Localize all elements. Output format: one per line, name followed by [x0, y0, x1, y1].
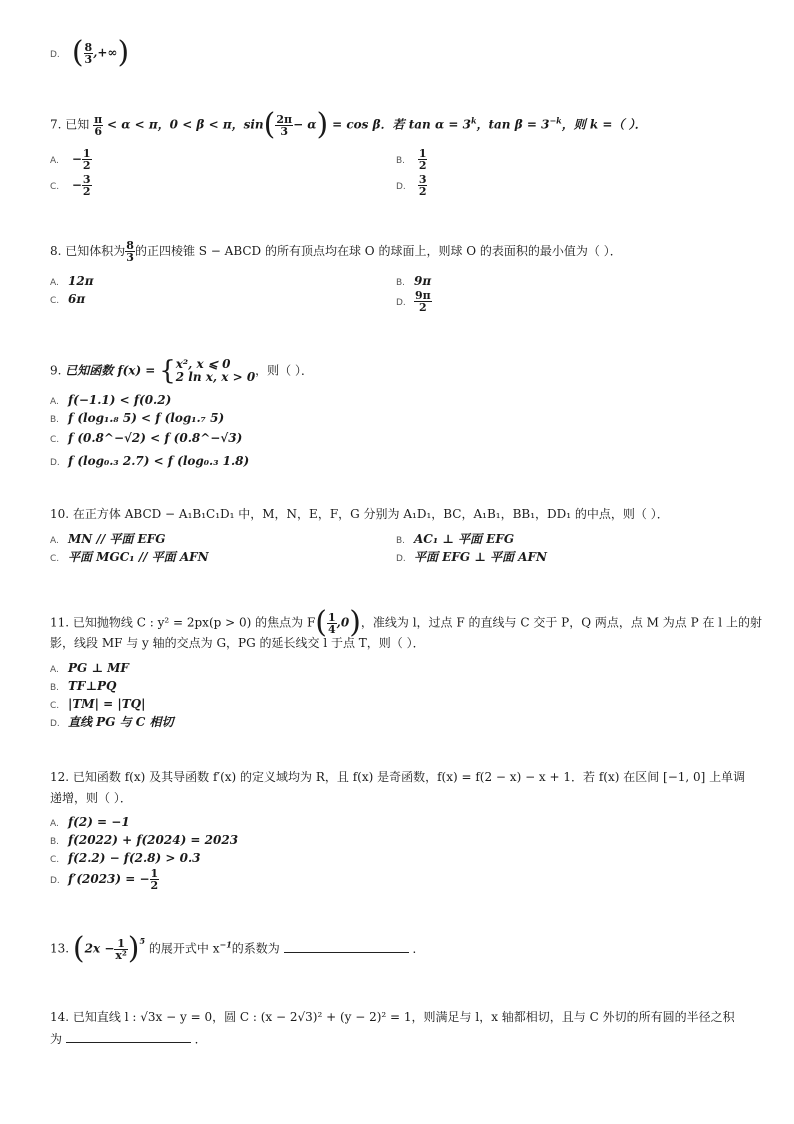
option-label: D. [50, 49, 60, 60]
fraction: $\frac{8}{3}$ [126, 239, 134, 264]
q10-option-c[interactable]: C. 平面 MGC₁ // 平面 AFN [50, 550, 209, 564]
q7-option-c[interactable]: C. − $\frac{3}{2}$ [50, 173, 91, 198]
question-number: 13. [50, 941, 70, 956]
q12-option-c[interactable]: C. f(2.2) − f(2.8) > 0.3 [50, 851, 201, 865]
question-10-stem: 10. 在正方体 ABCD − A₁B₁C₁D₁ 中，M，N，E，F，G 分别为 A₁D₁，BC，A₁B₁，BB₁，DD₁ 的中点，则（ ）． [50, 507, 669, 521]
q12-option-d[interactable]: D. f′(2023) = − $\frac{1}{2}$ [50, 867, 159, 892]
question-12-stem: 12. 已知函数 f(x) 及其导函数 f′(x) 的定义域均为 R，且 f(x) 是奇函数，f(x) = f(2 − x) − x + 1．若 f(x) 在区间 [−1, 0] 上单调 [50, 770, 746, 784]
question-number: 8. [50, 244, 62, 258]
fraction: $\frac{\pi}{6}$ [94, 112, 103, 138]
question-number: 14. [50, 1010, 70, 1024]
answer-blank[interactable] [284, 940, 409, 953]
q10-option-a[interactable]: A. MN // 平面 EFG [50, 532, 166, 546]
q12-option-b[interactable]: B. f(2022) + f(2024) = 2023 [50, 833, 239, 847]
q9-option-c[interactable]: C. f (0.8^−√2) < f (0.8^−√3) [50, 431, 243, 445]
question-12-stem-cont: 递增，则（ ）． [50, 791, 132, 805]
fraction: $\frac{1}{2}$ [82, 147, 91, 172]
q9-option-d[interactable]: D. f (log₀.₃ 2.7) < f (log₀.₃ 1.8) [50, 454, 250, 468]
q11-option-c[interactable]: C. |TM| = |TQ| [50, 697, 146, 711]
question-7-stem: 7. 已知 $\frac{\pi}{6}$ < α < π，0 < β < π，sin( $\frac{2\pi}{3}$ − α) = cos β．若 $\tan \alpha = 3^k$，$\tan \beta = 3^{-k}$，则 k =（ ）． [50, 107, 647, 142]
q7-option-a[interactable]: A. − $\frac{1}{2}$ [50, 147, 91, 172]
q8-option-b[interactable]: B. 9π [396, 274, 432, 288]
question-number: 12. [50, 770, 70, 784]
fraction: $\frac{1}{2}$ [150, 867, 159, 892]
question-14-stem: 14. 已知直线 l : √3x − y = 0，圆 C : (x − 2√3)² + (y − 2)² = 1，则满足与 l，x 轴都相切，且与 C 外切的所有圆的半径之积 [50, 1010, 735, 1024]
question-11-stem-cont: 影，线段 MF 与 y 轴的交点为 G，PG 的延长线交 l 于点 T，则（ ）． [50, 636, 425, 650]
question-13-stem: 13. (2x − $\frac{1}{\text{x²}}$ )$^5$ 的展开式中 $x^{-1}$的系数为 ． [50, 931, 425, 966]
q7-option-d[interactable]: D. $\frac{3}{2}$ [396, 173, 427, 198]
q9-option-a[interactable]: A. f(−1.1) < f(0.2) [50, 393, 172, 407]
question-number: 11. [50, 615, 70, 630]
question-number: 10. [50, 507, 70, 521]
fraction: $\frac{3}{2}$ [418, 173, 427, 198]
q11-option-a[interactable]: A. PG ⊥ MF [50, 661, 129, 675]
fraction: $\frac{9\pi}{2}$ [415, 289, 431, 314]
q8-option-d[interactable]: D. $\frac{9\pi}{2}$ [396, 289, 431, 314]
fraction: $\frac{8}{3}$ [84, 40, 93, 66]
question-number: 7. [50, 117, 62, 132]
question-11-stem: 11. 已知抛物线 C : y² = 2px(p > 0) 的焦点为 F( $\frac{1}{4}$ ,0)，准线为 l，过点 F 的直线与 C 交于 P，Q 两点，点 M 为点 P 在 l 上的射 [50, 605, 762, 640]
q10-option-d[interactable]: D. 平面 EFG ⊥ 平面 AFN [396, 550, 547, 564]
question-9-stem: 9. 已知函数 f(x) = { x², x ⩽ 0 2 ln x, x > 0 ，则（ ）． [50, 356, 313, 386]
fraction: $\frac{2\pi}{3}$ [276, 112, 293, 138]
question-number: 9. [50, 363, 62, 378]
question-8-stem: 8. 已知体积为 $\frac{8}{3}$ 的正四棱锥 S − ABCD 的所有顶点均在球 O 的球面上，则球 O 的表面积的最小值为（ ）． [50, 239, 622, 264]
fraction: $\frac{1}{\text{x²}}$ [115, 936, 127, 962]
q7-option-b[interactable]: B. $\frac{1}{2}$ [396, 147, 427, 172]
question-14-stem-cont: 为 ． [50, 1032, 207, 1046]
prev-option-d: D. ( $\frac{8}{3}$ ,+∞) [50, 35, 130, 70]
piecewise-cases: x², x ⩽ 0 2 ln x, x > 0 [175, 357, 256, 384]
q11-option-d[interactable]: D. 直线 PG 与 C 相切 [50, 715, 174, 729]
q8-option-c[interactable]: C. 6π [50, 292, 86, 306]
q12-option-a[interactable]: A. f(2) = −1 [50, 815, 130, 829]
q9-option-b[interactable]: B. f (log₁.₈ 5) < f (log₁.₇ 5) [50, 411, 225, 425]
fraction: $\frac{3}{2}$ [82, 173, 91, 198]
q10-option-b[interactable]: B. AC₁ ⊥ 平面 EFG [396, 532, 515, 546]
answer-blank[interactable] [66, 1030, 191, 1043]
q8-option-a[interactable]: A. 12π [50, 274, 94, 288]
q11-option-b[interactable]: B. TF⊥PQ [50, 679, 117, 693]
fraction: $\frac{1}{4}$ [328, 610, 336, 636]
fraction: $\frac{1}{2}$ [418, 147, 427, 172]
